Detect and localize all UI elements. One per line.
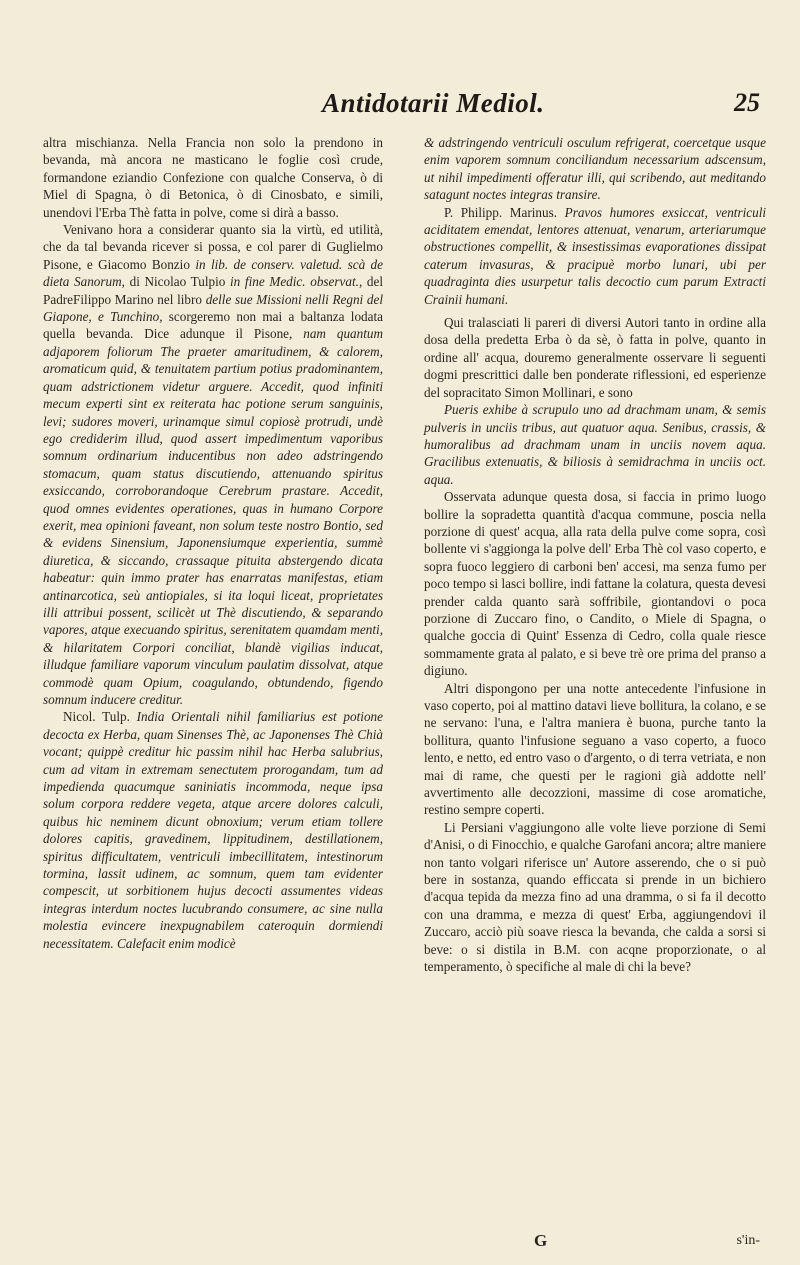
paragraph: Li Persiani v'aggiungono alle volte lieve porzione di Semi d'Anisi, o di Finocchio, e qualche Garofani ancora; altre maniere non tanto volgari riferisce un' Autore asserendo, che o si può bere in sostanza, quando efficcata si prende in un bichiero d'acqua tepida da mezza fino ad una dramma, o si fa il decotto con una dramma, e mezza di quest' Erba, aggiungendovi il Zuccaro, acciò più soave riesca la bevanda, che calda a sorsi si beve: o si distila in B.M. con acqne proporzionate, o al temperamento, ò specifiche al male di chi la beve? <box>424 819 766 975</box>
latin-quotation: Pueris exhibe à scrupulo uno ad drachmam unam, & semis pulveris in unciis tribus, aut quatuor aqua. Senibus, crassis, & humoralibus ad drachmam unam in unciis novem aqua. Gracilibus extenuatis, & biliosis à semidrachma in unciis oct. aqua. <box>424 402 766 487</box>
signature-mark: G <box>534 1231 548 1250</box>
latin-quotation: India Orientali nihil familiarius est potione decocta ex Herba, quam Sinenses Thè, ac Japonenses Thè Chià vocant; quippè creditur hic passim nihil hac Herba salubrius, cum ad vitam in extremam senectutem prorogandam, tum ad impedienda quacumque saniniatis incommoda, neque ipsa solum corpora reddere vegeta, atque arcere dolores calculi, quibus hic neminem dicunt obnoxium; verum etiam tollere dolores capitis, gravedinem, lippitudinem, destillationem, spiritus difficultatem, ventriculi imbecillitatem, intestinorum tormina, lassit udinem, ac somnum, quem tam evidenter compescit, ut sorbitionem hujus decocti assumentes videas integras interdum noctes lucubrando consumere, ac sine nulla molestia evincere inexpugnabilem cateroquin dormiendi necessitatem. Calefacit enim modicè <box>43 709 383 951</box>
paragraph: Altri dispongono per una notte antecedente l'infusione in vaso coperto, poi al mattino datavi lieve bollitura, la colano, e se ne servano: l'una, e l'altra maniera è buona, purche tanto la bollitura, quanto l'infusione seguano a vaso coperto, a fuoco lento, e netto, ed entro vaso o d'argento, o di terra vetriata, e non mai di rame, che questi per le ragioni già addotte nell' avvertimento alle decozzioni, massime di cose aromatiche, restino sempre coperti. <box>424 680 766 818</box>
citation: delle sue Missioni nelli Regni del Giapone, e Tunchino, <box>43 291 384 325</box>
paragraph <box>424 204 766 308</box>
text-run: di Nicolao Tulpio <box>129 274 226 290</box>
latin-quotation: nam quantum adjaporem foliorum The praeter amaritudinem, & calorem, aromaticum quid, & tenuitatem partium potius pradominantem, quam adstrictionem videtur arguere. Accedit, quod infiniti mecum experti sint ex reiterata hac potione serum sanguinis, levi; sudores moveri, urinamque simul copiosè protrudi, undè ego crediderim illud, quod assert impedimentum vaporibus somnum ordinarium inducentibus non adeo adstringendo stomacum, quam status discutiendo, attenuando spiritus exsiccando, corroborandoque Cerebrum prastare. Accedit, quod omnes evidentes operationes, quas in humano Corpore exerit, mea opinioni faveant, non solum teste nostro Bontio, sed & evidens Sinensium, Japonensiumque experientia, summè diuretica, & siccando, crassaque pituita abstergendo dicata habeatur: quin immo prater has enarratas manifestas, etiam antinarcotica, seù antiopiales, si ita loqui liceat, proprietates illi attribui possent, scilicèt ut Thè discutiendo, & separando vapores, atque execuando spiritus, serenitatem quamdam menti, & hilaritatem Corpori conciliat, blandè vigilias inducat, illudque familiare vaporum vinculum paulatim dissolvat, atque commodè quam Opium, coagulando, obtundendo, figendo somnum inducere creditur. <box>43 326 384 707</box>
author-citation: Nicol. Tulp. <box>63 709 130 725</box>
latin-quotation: & adstringendo ventriculi osculum refrigerat, coercetque usque enim vaporem somnum conciliandum necessarium adscensum, ut nihil impedimenti offeratur illi, qui scribendo, aut meditando satagunt noctes integras transire. <box>424 135 766 203</box>
paragraph: Qui tralasciati li pareri di diversi Autori tanto in ordine alla dosa della predetta Erba ò da sè, ò fatta in polve, quanto in ordine all' acqua, douremo generalmente osservare li seguenti dogmi prescrittici dalle ben ponderate riflessioni, ed esperienze del sopracitato Simon Mollinari, e sono <box>424 315 766 400</box>
paragraph: altra mischianza. Nella Francia non solo la prendono in bevanda, mà ancora ne masticano le foglie così crude, formandone eziandio Confezione con qualche Conserva, ò di Miel di Spagna, ò di Betonica, ò di Cinosbato, e simili, unendovi l'Erba Thè fatta in polve, come si dirà a basso. <box>43 135 383 220</box>
latin-quotation: Pravos humores exsiccat, ventriculi aciditatem emendat, lentores attenuat, venarum, arteriarumque obstructiones compellit, & insestissimas evaporationes dissipat caterum invasuras, & pracipuè morbo lunari, ubi per quadraginta dies usurpetur talis decoctio cum parum Extracti Crainii humani. <box>424 204 767 307</box>
paragraph: Osservata adunque questa dosa, si faccia in primo luogo bollire la sopradetta quantità d'acqua commune, poscia nella porzione di quest' acqua, alla rata della pulve come sopra, così bollente vi s'aggionga la polve dell' Erba Thè col vaso coperto, e sopra fuoco leggiero di carboni ben' accesi, ma senza fumo per poco tempo si lasci bollire, indi fattane la colatura, questa devesi prender calda quanto sarà soffribile, giontandovi o poca porzione di Zuccaro fino, o Candito, o Miele di Spagna, o qualche goccia di Quint' Essenza di Cedro, colla quale riesce sommamente grata al palato, e si beve trè ore prima del pranso a digiuno. <box>424 489 766 679</box>
left-column <box>43 134 383 952</box>
paragraph <box>43 221 383 708</box>
page-number: 25 <box>734 88 760 117</box>
paragraph <box>43 708 383 952</box>
text-run: scorgeremo non mai a baltanza lodata quella bevanda. Dice adunque il Pisone, <box>43 309 383 342</box>
catchword: s'in- <box>736 1233 760 1248</box>
right-column <box>424 134 766 976</box>
page-header <box>40 88 760 132</box>
author-citation: P. Philipp. Marinus. <box>444 204 558 220</box>
running-title: Antidotarii Mediol. <box>322 88 545 118</box>
citation: in lib. de conserv. valetud. scà de dieta Sanorum, <box>43 256 384 290</box>
text-run: , del PadreFilippo Marino nel libro <box>43 274 384 307</box>
citation: in fine Medic. observat. <box>230 274 359 290</box>
text-run: Venivano hora a considerar quanto sia la virtù, ed utilità, che da tal bevanda ricever si possa, e col parer di Guglielmo Pisone, e Giacomo Bonzio <box>43 222 383 272</box>
